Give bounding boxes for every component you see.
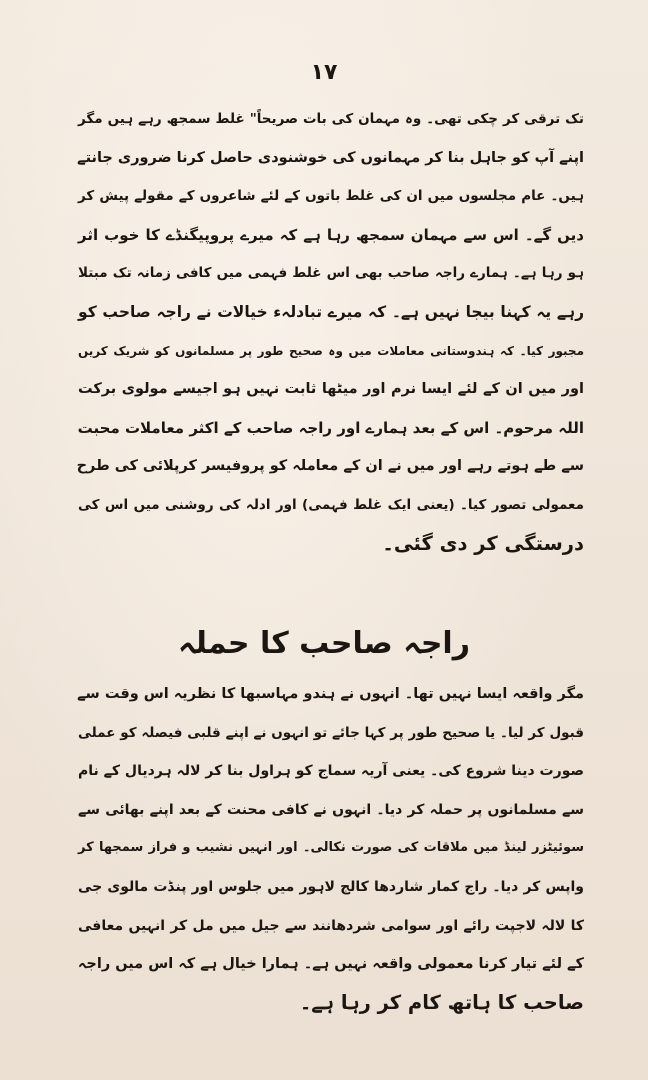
- text-line: قبول کر لیا۔ یا صحیح طور پر کہا جائے تو انہوں نے اپنے قلبی فیصلہ کو عملی: [78, 724, 584, 741]
- text-line: مگر واقعہ ایسا نہیں تھا۔ انہوں نے ہندو مہاسبھا کا نظریہ اس وقت سے: [77, 686, 584, 702]
- text-line: سے مسلمانوں پر حملہ کر دیا۔ انہوں نے کافی محنت کے بعد اپنے بھائی سے: [78, 801, 584, 818]
- text-line: معمولی تصور کیا۔ (یعنی ایک غلط فہمی) اور ادلہ کی روشنی میں اس کی: [78, 496, 584, 513]
- text-line: سے طے ہوتے رہے اور میں نے ان کے معاملہ کو پروفیسر کرپلائی کی طرح: [76, 458, 584, 475]
- text-line: اپنے آپ کو جاہل بنا کر مہمانوں کی خوشنودی حاصل کرنا ضروری جانتے: [77, 149, 584, 166]
- text-line: ہیں۔ عام مجلسوں میں ان کی غلط باتوں کے لئے شاعروں کے مقولے پیش کر: [78, 188, 584, 205]
- text-line: درستگی کر دی گئی۔: [382, 531, 584, 555]
- text-line: مجبور کیا۔ کہ ہندوستانی معاملات میں وہ صحیح طور پر مسلمانوں کو شریک کریں: [78, 343, 584, 358]
- text-line: رہے یہ کہنا بیجا نہیں ہے۔ کہ میرے تبادلہء خیالات نے راجہ صاحب کو: [78, 302, 584, 321]
- text-line: کے لئے تیار کرنا معمولی واقعہ نہیں ہے۔ ہمارا خیال ہے کہ اس میں راجہ: [77, 956, 584, 973]
- text-line: واپس کر دیا۔ راج کمار شاردھا کالج لاہور میں جلوس اور پنڈت مالوی جی: [78, 878, 584, 895]
- section-heading: راجہ صاحب کا حملہ: [178, 626, 470, 661]
- text-line: ہو رہا ہے۔ ہمارے راجہ صاحب بھی اس غلط فہمی میں کافی زمانہ تک مبتلا: [78, 265, 584, 282]
- text-line: اور میں ان کے لئے ایسا نرم اور میٹھا ثابت نہیں ہو اجیسے مولوی برکت: [78, 381, 584, 398]
- text-line: کا لالہ لاجپت رائے اور سوامی شردھانند سے جیل میں مل کر انہیں معافی: [78, 917, 584, 934]
- text-line: صورت دینا شروع کی۔ یعنی آریہ سماج کو ہراول بنا کر لالہ ہردیال کے نام: [78, 763, 584, 780]
- text-line: دیں گے۔ اس سے مہمان سمجھ رہا ہے کہ میرے پروپیگنڈے کا خوب اثر: [78, 225, 584, 244]
- text-line: صاحب کا ہاتھ کام کر رہا ہے۔: [299, 990, 584, 1014]
- text-line: تک ترقی کر چکی تھی۔ وہ مہمان کی بات صریحاً" غلط سمجھ رہے ہیں مگر: [78, 111, 584, 127]
- text-line: اللہ مرحوم۔ اس کے بعد ہمارے اور راجہ صاحب کے اکثر معاملات محبت: [77, 418, 584, 437]
- page-number: ۱۷: [310, 60, 338, 85]
- paragraph-1: [78, 100, 584, 563]
- paragraph-2: [78, 675, 584, 1022]
- text-line: سوئیٹزر لینڈ میں ملاقات کی صورت نکالی۔ اور انہیں نشیب و فراز سمجھا کر: [78, 840, 584, 856]
